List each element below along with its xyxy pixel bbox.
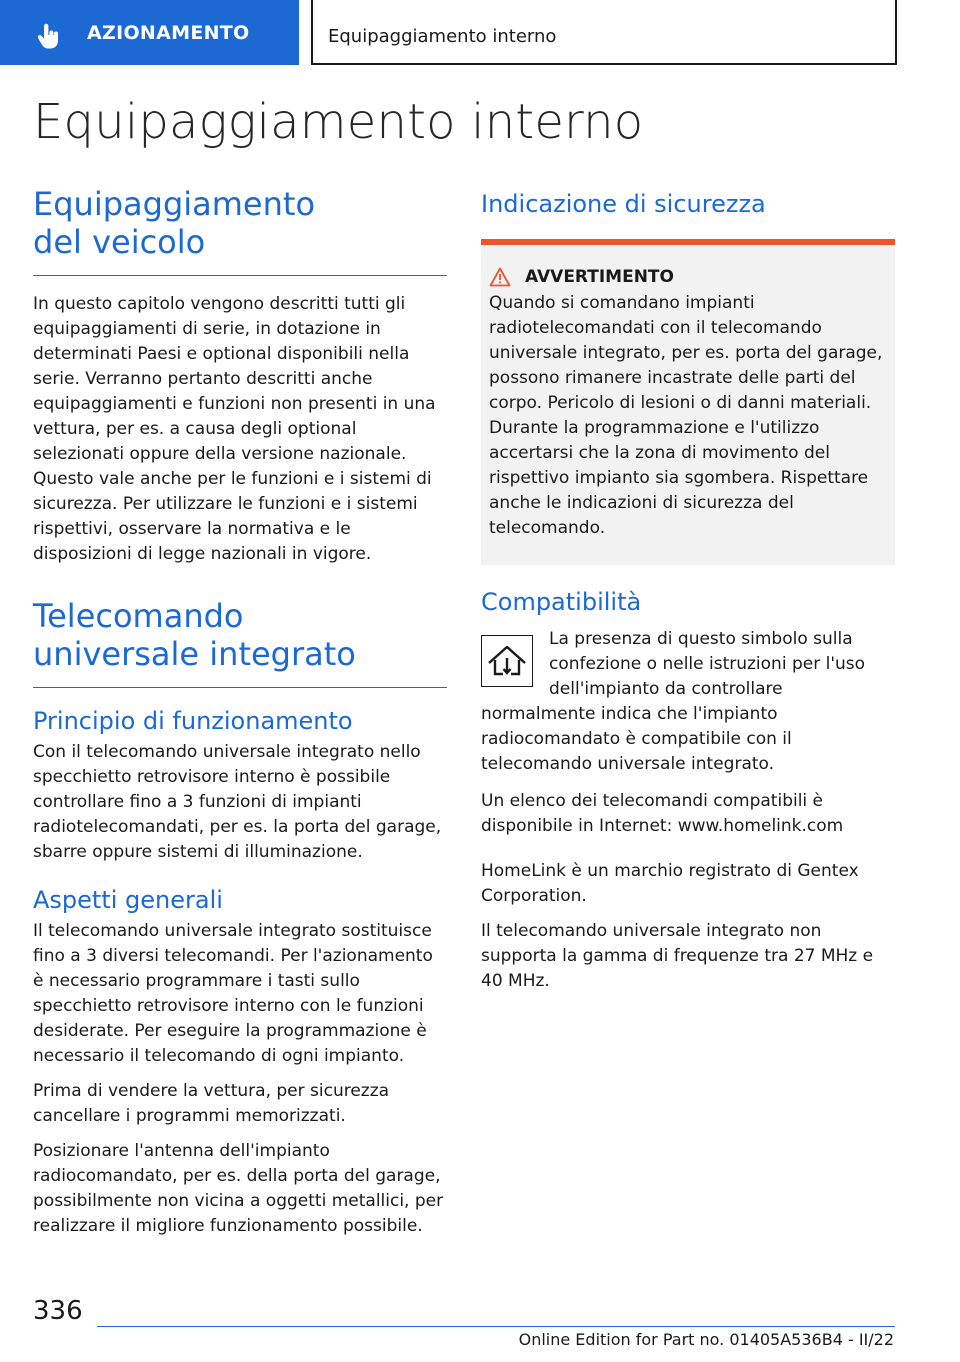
chapter-tab-label: AZIONAMENTO bbox=[87, 22, 250, 44]
compatibility-text: La presenza di questo simbolo sulla confezione o nelle istruzioni per l'uso dell'impianto da controllare normalmente indica che l'impianto radiocomandato è compatibile con il telecomando universale integrato. bbox=[481, 629, 866, 774]
chapter-tab[interactable] bbox=[0, 0, 299, 65]
warning-box bbox=[481, 239, 895, 565]
frequency-text: Il telecomando universale integrato non supporta la gamma di frequenze tra 27 MHz e 40 MHz. bbox=[481, 921, 874, 991]
general-paragraph-1: Il telecomando universale integrato sostituisce fino a 3 diversi telecomandi. Per l'azionamento è necessario programmare i tasti sullo specchietto retrovisore interno con le funzioni desiderate. Per eseguire la programmazione è necessario il telecomando di ogni impianto. bbox=[33, 921, 433, 1066]
left-column bbox=[33, 185, 447, 1239]
subsection-title-general: Aspetti generali bbox=[33, 886, 223, 914]
section-title-equipment: Equipaggiamento del veicolo bbox=[33, 185, 316, 261]
warning-text: Quando si comandano impianti radiotelecomandati con il telecomando universale integrato, per es. porta del garage, possono rimanere incastrate delle parti del corpo. Pericolo di lesioni o di danni materiali. Durante la programmazione e l'utilizzo accertarsi che la zona di movimento del rispettivo impianto sia sgombera. Rispettare anche le indicazioni di sicurezza del telecomando. bbox=[489, 293, 883, 538]
equipment-paragraph: In questo capitolo vengono descritti tutti gli equipaggiamenti di serie, in dotazione in determinati Paesi e optional disponibili nella serie. Verranno pertanto descritti anche equipaggiamenti e funzioni non presenti in una vettura, per es. a causa degli optional selezionati oppure della versione nazionale. Questo vale anche per le funzioni e i sistemi di sicurezza. Per utilizzare le funzioni e i sistemi rispettivi, osservare la normativa e le disposizioni di legge nazionali in vigore. bbox=[33, 294, 436, 564]
general-paragraph-2: Prima di vendere la vettura, per sicurezza cancellare i programmi memorizzati. bbox=[33, 1081, 390, 1126]
general-paragraph-3: Posizionare l'antenna dell'impianto radiocomandato, per es. della porta del garage, possibilmente non vicina a oggetti metallici, per realizzare il migliore funzionamento possibile. bbox=[33, 1141, 444, 1236]
hand-pointer-icon bbox=[34, 22, 64, 52]
footer-edition: Online Edition for Part no. 01405A536B4 - II/22 bbox=[518, 1330, 894, 1349]
warning-triangle-icon bbox=[489, 267, 511, 287]
section-title-compatibility: Compatibilità bbox=[481, 588, 642, 616]
footer-divider bbox=[97, 1326, 895, 1327]
homelink-trademark-text: HomeLink è un marchio registrato di Gentex Corporation. bbox=[481, 861, 859, 906]
subsection-title-principle: Principio di funzionamento bbox=[33, 707, 353, 735]
breadcrumb-text: Equipaggiamento interno bbox=[328, 26, 557, 47]
warning-title: AVVERTIMENTO bbox=[525, 267, 674, 287]
compatibility-block bbox=[481, 627, 895, 777]
compatibility-list-text: Un elenco dei telecomandi compatibili è disponibile in Internet: www.homelink.com bbox=[481, 791, 844, 836]
homelink-house-icon bbox=[481, 635, 533, 687]
section-title-safety: Indicazione di sicurezza bbox=[481, 190, 766, 218]
principle-paragraph: Con il telecomando universale integrato nello specchietto retrovisore interno è possibile controllare fino a 3 funzioni di impianti radiotelecomandati, per es. la porta del garage, sbarre oppure sistemi di illuminazione. bbox=[33, 742, 442, 862]
right-column bbox=[481, 185, 895, 994]
page-title: Equipaggiamento interno bbox=[33, 94, 644, 150]
page-number: 336 bbox=[33, 1296, 83, 1326]
section-divider bbox=[33, 687, 447, 688]
section-divider bbox=[33, 275, 447, 276]
breadcrumb bbox=[311, 0, 897, 65]
section-title-universal-remote: Telecomando universale integrato bbox=[33, 597, 356, 673]
warning-header bbox=[489, 267, 887, 287]
